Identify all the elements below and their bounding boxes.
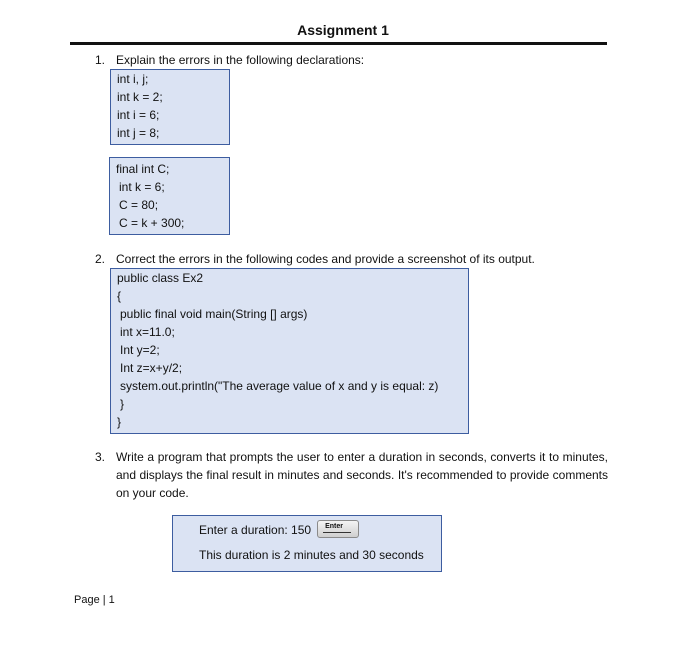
code-line: public final void main(String [] args) bbox=[120, 307, 308, 321]
code-line: C = 80; bbox=[119, 198, 159, 212]
code-line: Int y=2; bbox=[120, 343, 160, 357]
code-line: { bbox=[117, 289, 122, 303]
sample-prompt-line bbox=[199, 522, 359, 540]
code-line: Int z=x+y/2; bbox=[120, 361, 183, 375]
code-line: public class Ex2 bbox=[117, 271, 204, 285]
question-3 bbox=[95, 448, 615, 504]
sample-output-box bbox=[172, 515, 442, 572]
enter-key-icon bbox=[317, 520, 359, 538]
enter-key-label: Enter bbox=[325, 523, 343, 530]
title-rule bbox=[70, 42, 607, 45]
code-line: C = k + 300; bbox=[119, 216, 185, 230]
code-line: } bbox=[117, 415, 122, 429]
question-number: 1. bbox=[95, 53, 106, 67]
question-text: Correct the errors in the following codes and provide a screenshot of its output. bbox=[116, 252, 535, 266]
code-line: final int C; bbox=[116, 162, 170, 176]
code-line: int i = 6; bbox=[117, 108, 160, 122]
code-line: int k = 6; bbox=[119, 180, 165, 194]
question-text: Explain the errors in the following declarations: bbox=[116, 53, 365, 67]
code-line: } bbox=[120, 397, 125, 411]
code-line: int x=11.0; bbox=[120, 325, 175, 339]
question-number: 3. bbox=[95, 450, 106, 464]
code-line: system.out.println("The average value of x and y is equal: z) bbox=[120, 379, 439, 393]
sample-prompt-text: Enter a duration: 150 bbox=[199, 523, 312, 538]
code-line: int j = 8; bbox=[117, 126, 160, 140]
question-1 bbox=[95, 51, 615, 69]
page-footer: Page | 1 bbox=[74, 594, 115, 606]
question-text: Write a program that prompts the user to enter a duration in seconds, converts it to minutes, and displays the final result in minutes and seconds. It's recommended to provide comments on your code. bbox=[116, 450, 608, 500]
sample-result-line: This duration is 2 minutes and 30 seconds bbox=[199, 548, 424, 562]
question-2 bbox=[95, 250, 615, 268]
code-box-declarations-1 bbox=[110, 69, 230, 145]
code-line: int i, j; bbox=[117, 72, 149, 86]
document-title: Assignment 1 bbox=[297, 22, 389, 38]
code-box-ex2 bbox=[110, 268, 469, 434]
code-line: int k = 2; bbox=[117, 90, 163, 104]
question-number: 2. bbox=[95, 252, 106, 266]
code-box-declarations-2 bbox=[109, 157, 230, 235]
